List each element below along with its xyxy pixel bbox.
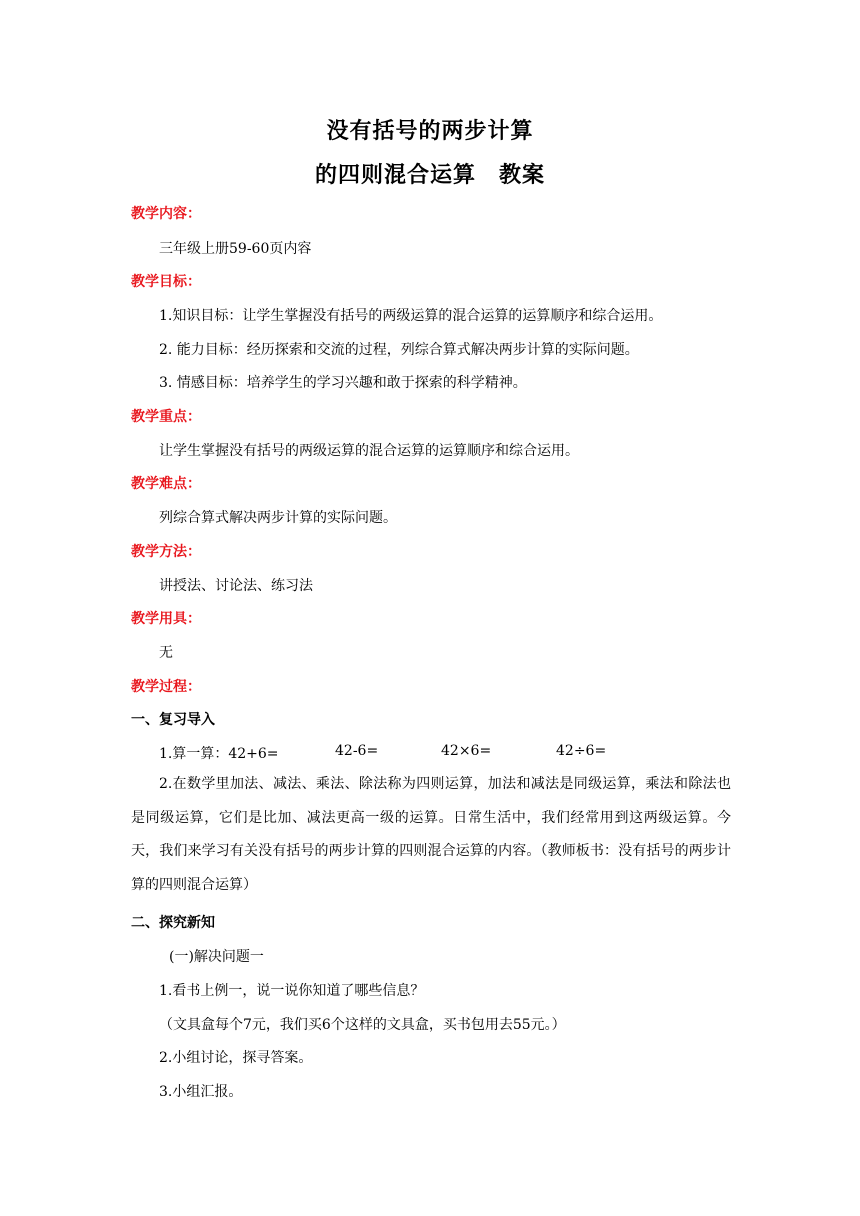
calc-expression-divide: 42÷6= [556,743,607,759]
section-review-heading: 一、复习导入 [131,712,215,728]
objective-item-knowledge: 1.知识目标：让学生掌握没有括号的两级运算的混合运算的运算顺序和综合运用。 [159,308,663,324]
document-title-line1: 没有括号的两步计算 [326,119,534,144]
difficulties-text: 列综合算式解决两步计算的实际问题。 [159,510,397,526]
key-points-text: 让学生掌握没有括号的两级运算的混合运算的运算顺序和综合运用。 [159,443,579,459]
calc-expression-multiply: 42×6= [441,743,492,759]
heading-key-points: 教学重点： [131,409,201,425]
heading-difficulties: 教学难点： [131,476,201,492]
explore-item-report: 3.小组汇报。 [159,1084,243,1100]
methods-text: 讲授法、讨论法、练习法 [159,578,313,594]
teaching-content-text: 三年级上册59-60页内容 [159,241,312,257]
section-explore-heading: 二、探究新知 [131,915,215,931]
heading-methods: 教学方法： [131,544,201,560]
explore-item-info: （文具盒每个7元，我们买6个这样的文具盒，买书包用去55元。） [159,1017,566,1033]
heading-process: 教学过程： [131,679,201,695]
calc-expression-add: 1.算一算：42+6= [159,746,279,762]
explore-subheading: (一)解决问题一 [169,949,264,965]
objective-item-ability: 2. 能力目标：经历探索和交流的过程，列综合算式解决两步计算的实际问题。 [159,342,639,358]
document-title-line2: 的四则混合运算 教案 [314,163,545,188]
heading-teaching-objectives: 教学目标： [131,274,201,290]
tools-text: 无 [159,645,173,661]
review-paragraph: 2.在数学里加法、减法、乘法、除法称为四则运算，加法和减法是同级运算，乘法和除法也是同级运算，它们是比加、减法更高一级的运算。日常生活中，我们经常用到这两级运算。今天，我们来学习有关没有括号的两步计算的四则混合运算的内容。（教师板书：没有括号的两步计算的四则混合运算） [131,776,731,893]
objective-item-emotion: 3. 情感目标：培养学生的学习兴趣和敢于探索的科学精神。 [159,375,527,391]
explore-item-read-example: 1.看书上例一，说一说你知道了哪些信息？ [159,983,425,999]
heading-tools: 教学用具： [131,611,201,627]
heading-teaching-content: 教学内容： [131,206,201,222]
explore-item-discuss: 2.小组讨论，探寻答案。 [159,1050,313,1066]
calc-expression-subtract: 42-6= [335,743,379,759]
